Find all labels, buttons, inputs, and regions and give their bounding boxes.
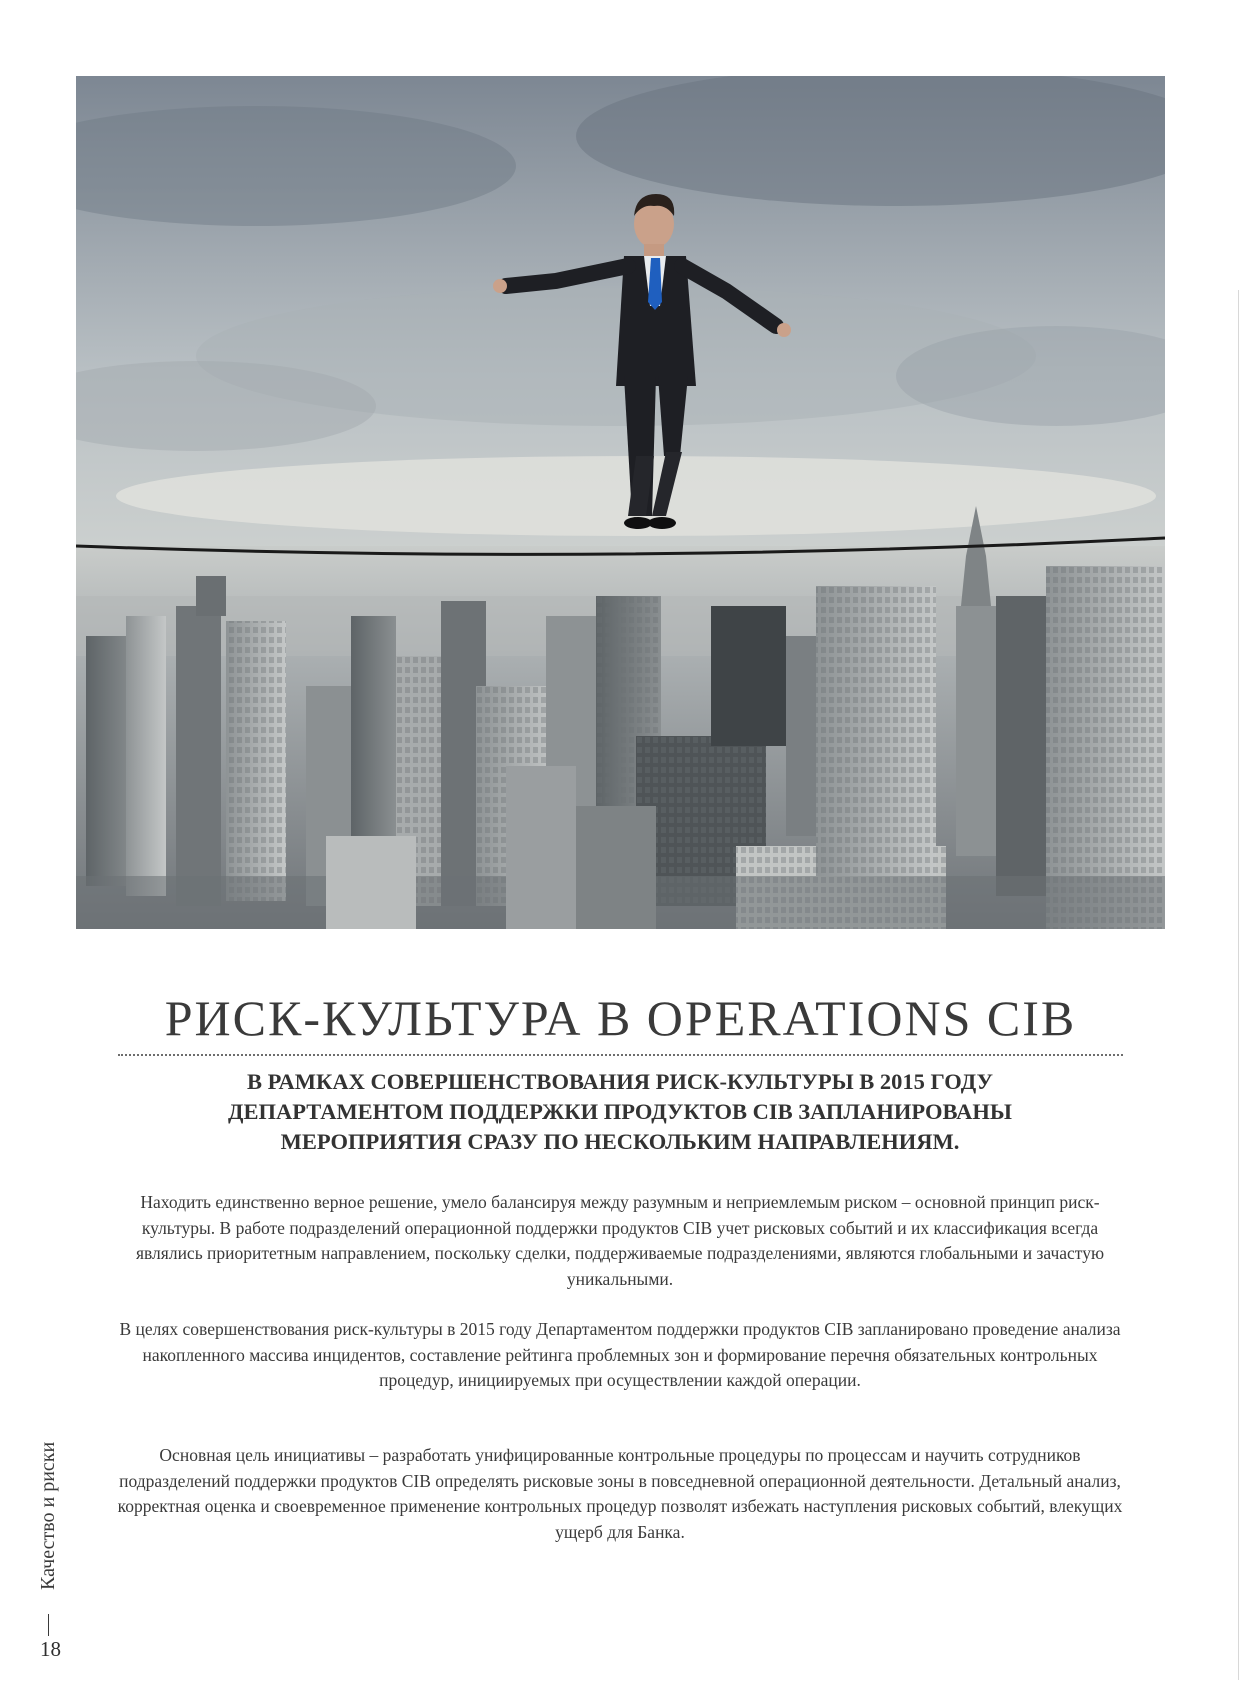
article-lead: В РАМКАХ СОВЕРШЕНСТВОВАНИЯ РИСК-КУЛЬТУРЫ В 2015 ГОДУ ДЕПАРТАМЕНТОМ ПОДДЕРЖКИ ПРОДУКТОВ CIB ЗАПЛАНИРОВАНЫ МЕРОПРИЯТИЯ СРАЗУ ПО НЕСКОЛЬКИМ НАПРАВЛЕНИЯМ. [228, 1069, 1012, 1154]
dotted-divider [118, 1054, 1123, 1056]
hero-image [76, 76, 1165, 929]
right-edge-rule [1238, 290, 1239, 1680]
tightrope-illustration [76, 76, 1165, 929]
body-paragraph-3: Основная цель инициативы – разработать унифицированные контрольные процедуры по процессам и научить сотрудников подразделений поддержки продуктов CIB определять рисковые зоны в повседневной операционной деятельности. Детальный анализ, корректная оценка и своевременное применение контрольных процедур позволят избежать наступления рисковых событий, влекущих ущерб для Банка. [117, 1445, 1123, 1542]
body-paragraph-2: В целях совершенствования риск-культуры в 2015 году Департаментом поддержки продуктов CIB запланировано проведение анализа накопленного массива инцидентов, составление рейтинга проблемных зон и формирование перечня обязательных контрольных процедур, инициируемых при осуществлении каждой операции. [119, 1319, 1121, 1390]
article-title: РИСК-КУЛЬТУРА В OPERATIONS CIB [164, 990, 1077, 1046]
section-label: Качество и риски [37, 1441, 59, 1590]
page-number: 18 [40, 1637, 61, 1661]
section-marker-bar [48, 1614, 49, 1636]
body-paragraph-1: Находить единственно верное решение, умело балансируя между разумным и неприемлемым риском – основной принцип риск-культуры. В работе подразделений операционной поддержки продуктов CIB учет рисковых событий и их классификация всегда являлись приоритетным направлением, поскольку сделки, поддерживаемые подразделениями, являются глобальными и зачастую уникальными. [135, 1192, 1105, 1289]
